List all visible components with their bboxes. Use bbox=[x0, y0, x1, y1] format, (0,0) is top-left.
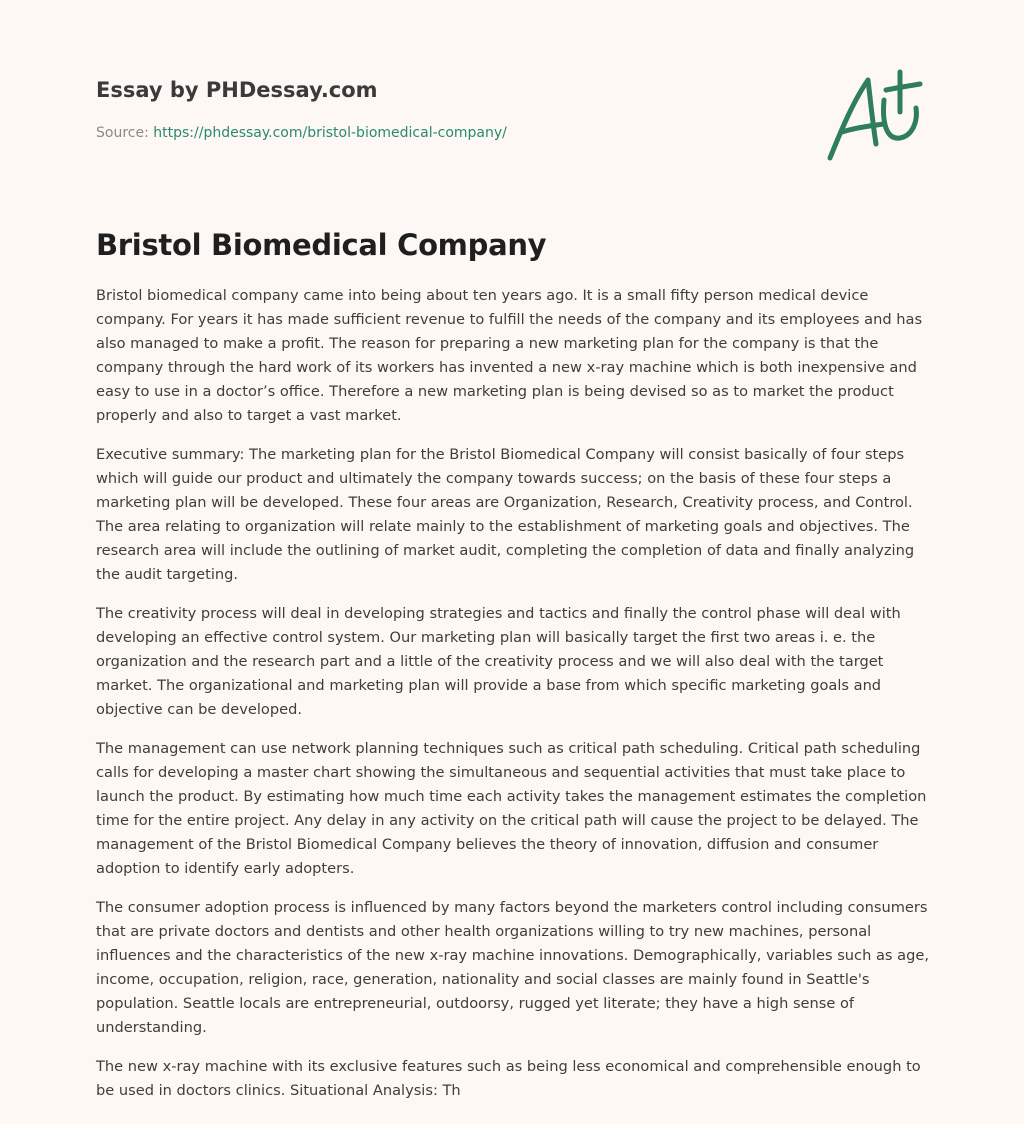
article-body bbox=[96, 284, 930, 1118]
article-title: Bristol Biomedical Company bbox=[96, 228, 547, 262]
source-link[interactable]: https://phdessay.com/bristol-biomedical-company/ bbox=[153, 125, 507, 141]
source-label: Source: bbox=[96, 125, 154, 141]
article-paragraph: The management can use network planning techniques such as critical path scheduling. Critical path scheduling calls for developing a master chart showing the simultaneous and sequential activities that must take place to launch the product. By estimating how much time each activity takes the management estimates the completion time for the entire project. Any delay in any activity on the critical path will cause the project to be delayed. The management of the Bristol Biomedical Company believes the theory of innovation, diffusion and consumer adoption to identify early adopters. bbox=[96, 740, 927, 877]
article-paragraph: Executive summary: The marketing plan for the Bristol Biomedical Company will consist basically of four steps which will guide our product and ultimately the company towards success; on the basis of these four steps a marketing plan will be developed. These four areas are Organization, Research, Creativity process, and Control. The area relating to organization will relate mainly to the establishment of marketing goals and objectives. The research area will include the outlining of market audit, completing the completion of data and finally analyzing the audit targeting. bbox=[96, 446, 915, 583]
site-header bbox=[96, 76, 696, 104]
site-brand: Essay by PHDessay.com bbox=[96, 78, 378, 102]
a-plus-logo-icon bbox=[820, 66, 930, 166]
source-line bbox=[96, 124, 507, 142]
article-paragraph: The creativity process will deal in developing strategies and tactics and finally the control phase will deal with developing an effective control system. Our marketing plan will basically target the first two areas i. e. the organization and the research part and a little of the creativity process and we will also deal with the target market. The organizational and marketing plan will provide a base from which specific marketing goals and objective can be developed. bbox=[96, 605, 901, 718]
article-paragraph: The new x-ray machine with its exclusive features such as being less economical and comprehensible enough to be used in doctors clinics. Situational Analysis: Th bbox=[96, 1058, 921, 1099]
article-paragraph: Bristol biomedical company came into being about ten years ago. It is a small fifty person medical device company. For years it has made sufficient revenue to fulfill the needs of the company and its employees and has also managed to make a profit. The reason for preparing a new marketing plan for the company is that the company through the hard work of its workers has invented a new x-ray machine which is both inexpensive and easy to use in a doctor’s office. Therefore a new marketing plan is being devised so as to market the product properly and also to target a vast market. bbox=[96, 287, 923, 424]
article-paragraph: The consumer adoption process is influenced by many factors beyond the marketers control including consumers that are private doctors and dentists and other health organizations willing to try new machines, personal influences and the characteristics of the new x-ray machine innovations. Demographically, variables such as age, income, occupation, religion, race, generation, nationality and social classes are mainly found in Seattle's population. Seattle locals are entrepreneurial, outdoorsy, rugged yet literate; they have a high sense of understanding. bbox=[96, 899, 929, 1036]
